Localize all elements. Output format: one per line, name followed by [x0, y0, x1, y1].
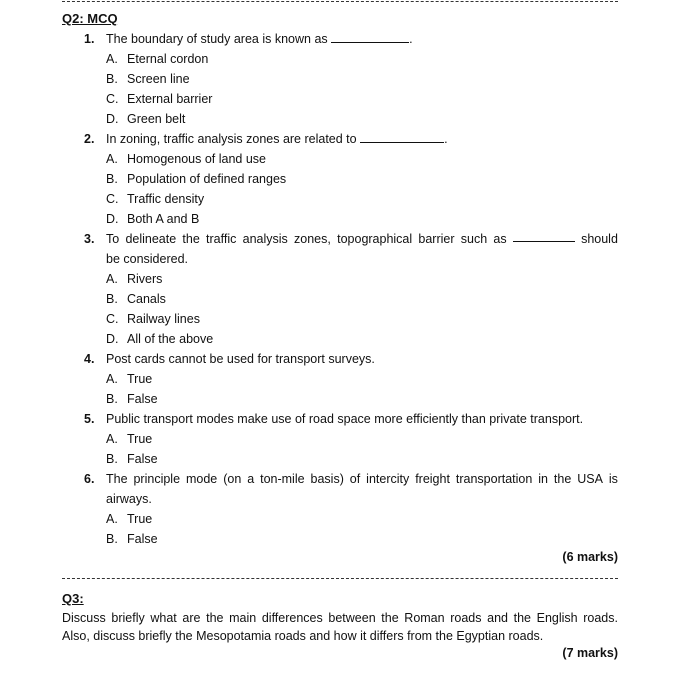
- question-number: 5.: [84, 412, 95, 426]
- section-dashed-divider: [62, 578, 618, 579]
- option: B. Screen line: [106, 72, 190, 86]
- answer-blank: [360, 130, 444, 143]
- top-dashed-divider: [62, 1, 618, 2]
- option: C. Railway lines: [106, 312, 200, 326]
- q2-title: Q2: MCQ: [62, 11, 118, 26]
- answer-blank: [331, 30, 409, 43]
- question-number: 4.: [84, 352, 95, 366]
- q2-question-list: [0, 29, 685, 549]
- option: B. False: [106, 392, 158, 406]
- question-stem: In zoning, traffic analysis zones are related to .: [106, 132, 448, 146]
- option: D. Both A and B: [106, 212, 200, 226]
- q3-question-text: Discuss briefly what are the main differences between the Roman roads and the English roads. Also, discuss briefly the Mesopotamia roads and how it differs from the Egyptian roads.: [62, 611, 618, 643]
- option: C. Traffic density: [106, 192, 205, 206]
- option: D. All of the above: [106, 332, 214, 346]
- question-number: 2.: [84, 132, 95, 146]
- answer-blank: [513, 229, 575, 242]
- option: B. Canals: [106, 292, 166, 306]
- q3-marks: (7 marks): [562, 646, 618, 660]
- question-5: [0, 409, 685, 429]
- option: A. True: [106, 512, 153, 526]
- question-1: [0, 29, 685, 49]
- q2-marks: (6 marks): [562, 550, 618, 564]
- option: A. True: [106, 432, 153, 446]
- question-stem-continuation: be considered.: [106, 252, 189, 266]
- question-4: [0, 349, 685, 369]
- question-stem: The boundary of study area is known as .: [106, 32, 413, 46]
- option: A. True: [106, 372, 153, 386]
- question-stem: Public transport modes make use of road space more efficiently than private transport.: [106, 412, 584, 426]
- option: C. External barrier: [106, 92, 213, 106]
- option: A. Homogenous of land use: [106, 152, 266, 166]
- question-stem-line: To delineate the traffic analysis zones, topographical barrier such as should: [106, 229, 618, 249]
- question-stem-continuation: airways.: [106, 492, 152, 506]
- option: A. Rivers: [106, 272, 163, 286]
- option: B. Population of defined ranges: [106, 172, 287, 186]
- q3-title: Q3:: [62, 591, 84, 606]
- option: B. False: [106, 452, 158, 466]
- option: B. False: [106, 532, 158, 546]
- question-number: 3.: [84, 232, 95, 246]
- question-6: [0, 469, 685, 489]
- question-stem: Post cards cannot be used for transport surveys.: [106, 352, 375, 366]
- question-2: [0, 129, 685, 149]
- question-number: 1.: [84, 32, 95, 46]
- question-number: 6.: [84, 472, 95, 486]
- question-stem-line: The principle mode (on a ton-mile basis) of intercity freight transportation in the USA is: [106, 472, 618, 486]
- option: D. Green belt: [106, 112, 186, 126]
- question-3: [0, 229, 685, 249]
- option: A. Eternal cordon: [106, 52, 209, 66]
